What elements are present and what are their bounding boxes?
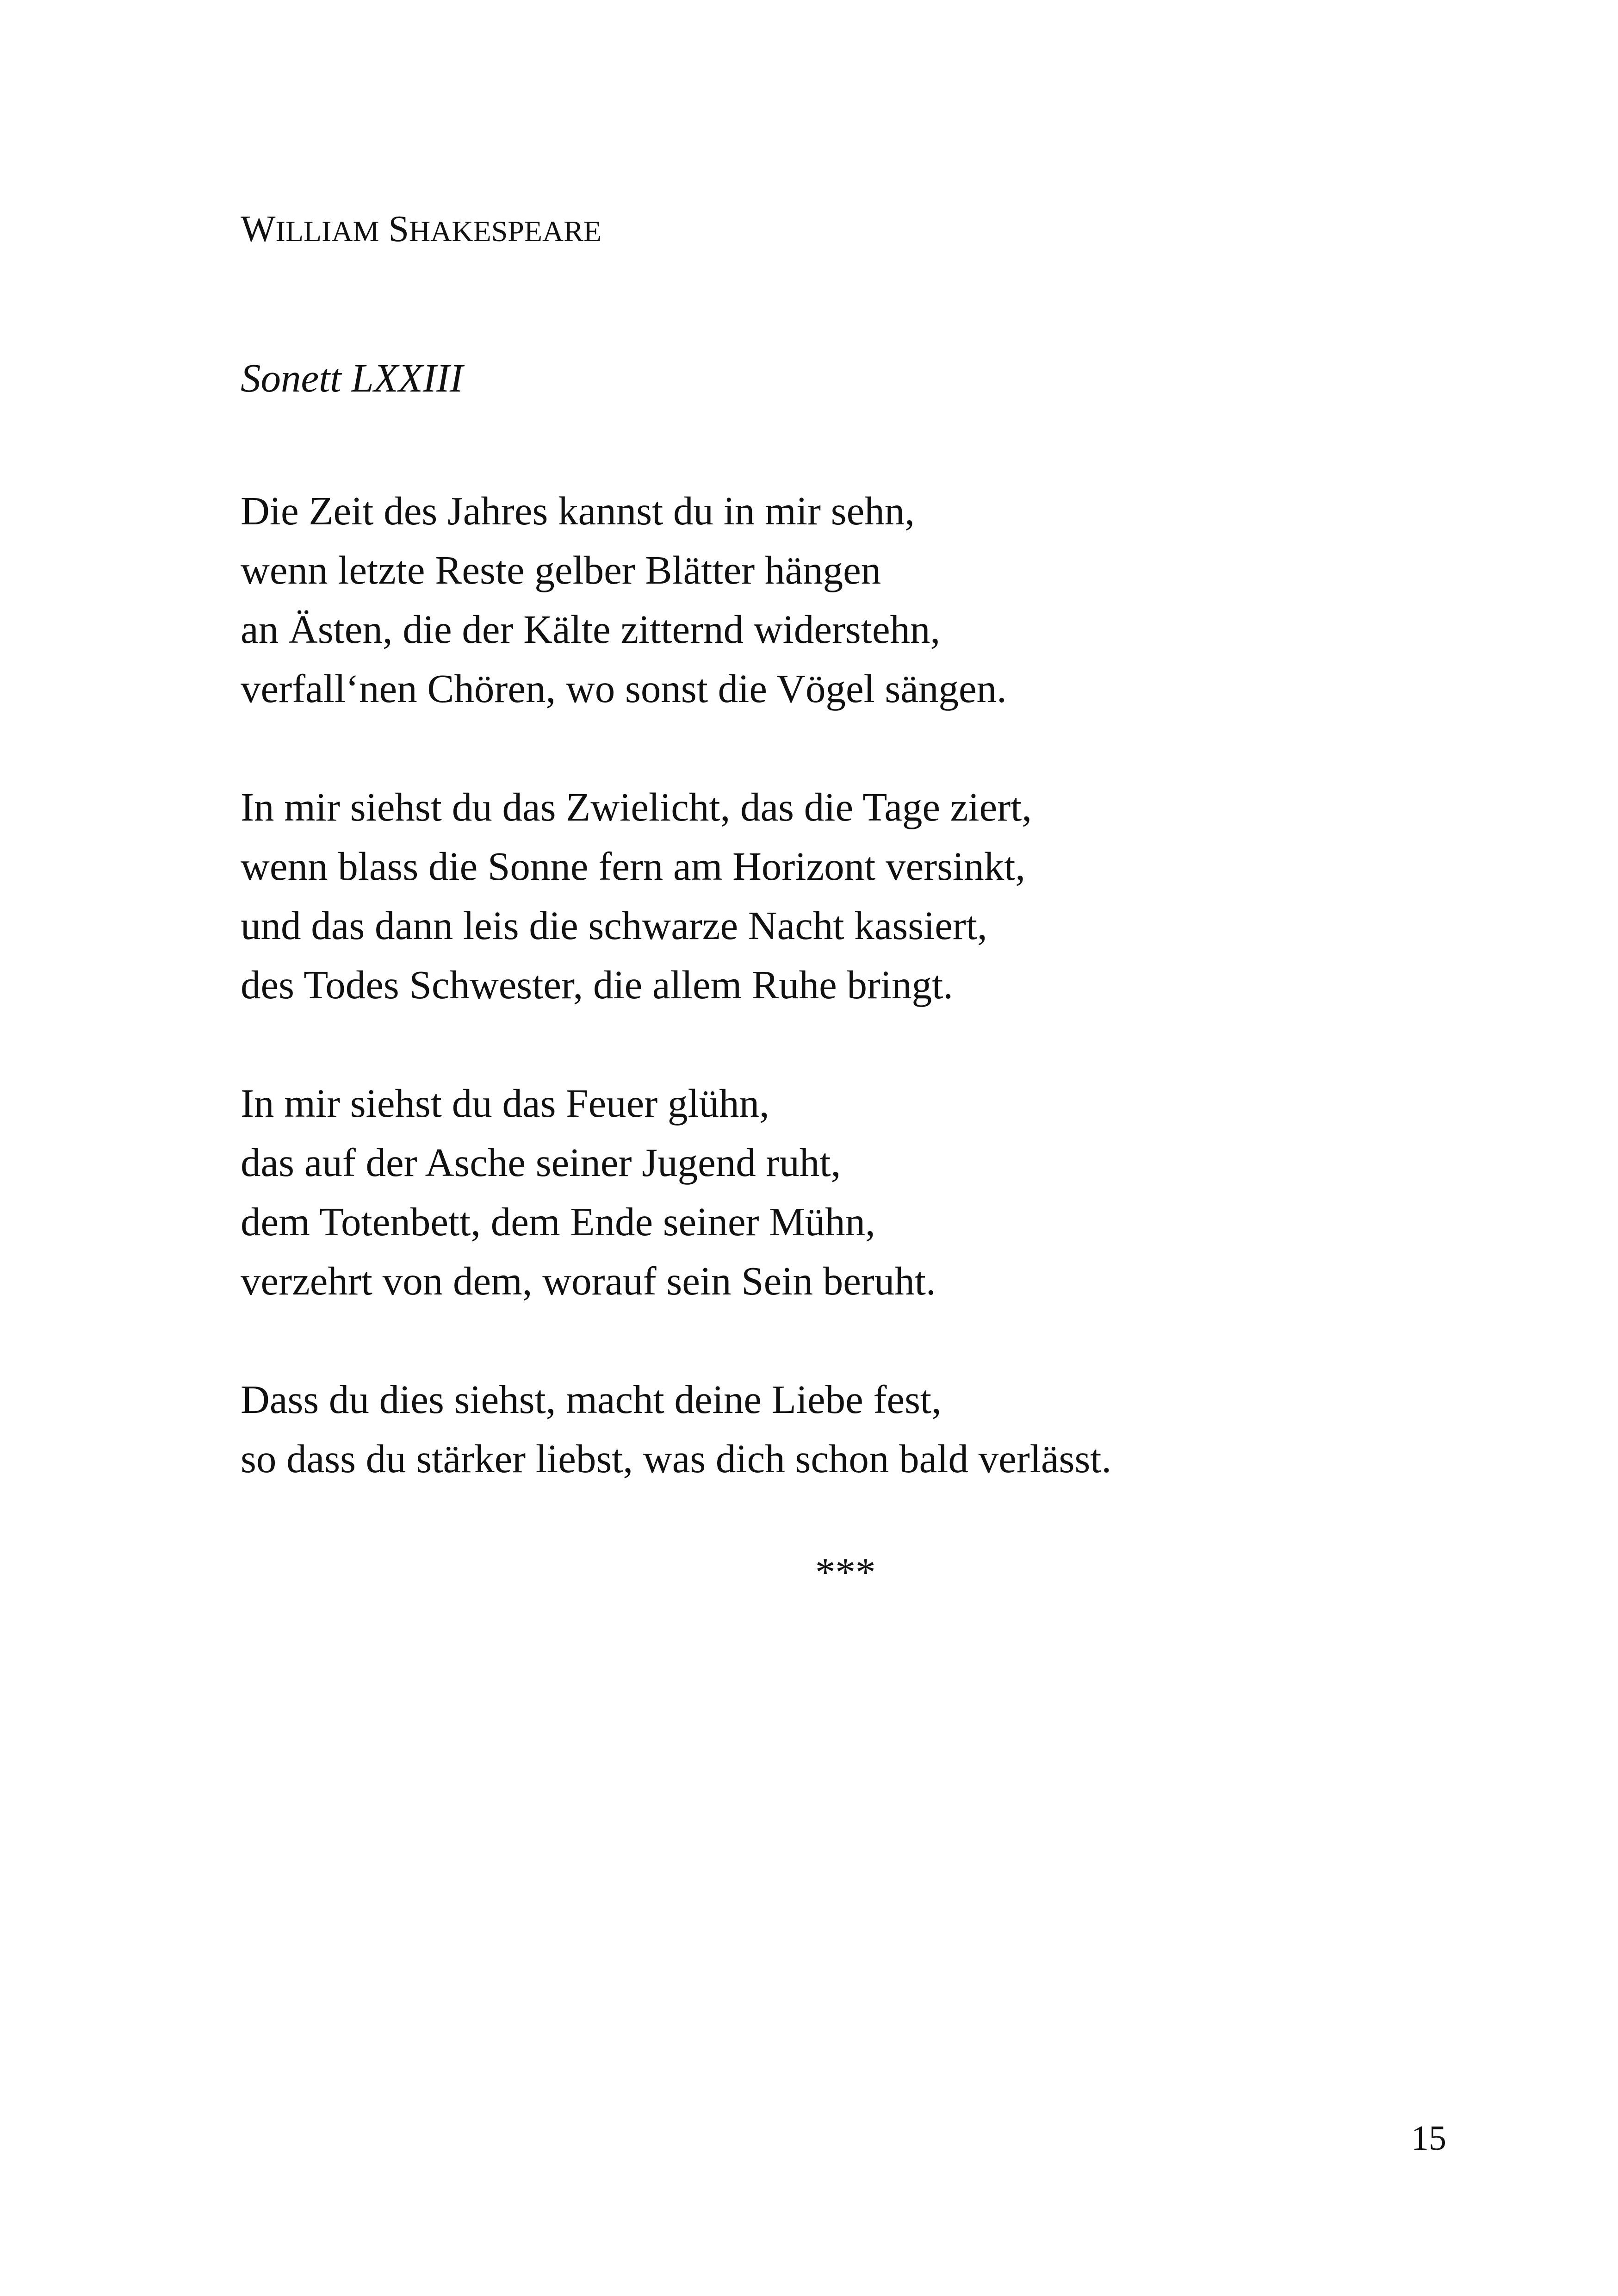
poem-line: das auf der Asche seiner Jugend ruht, <box>241 1140 841 1185</box>
author-first-rest: ILLIAM <box>275 215 379 248</box>
poem-line: wenn blass die Sonne fern am Horizont versinkt, <box>241 844 1026 889</box>
poem-line: In mir siehst du das Zwielicht, das die Tage ziert, <box>241 784 1032 829</box>
poem-body <box>241 481 1536 1548</box>
poem-line: so dass du stärker liebst, was dich schon bald verlässt. <box>241 1436 1112 1481</box>
section-break-ornament: *** <box>815 1549 876 1594</box>
poem-line: In mir siehst du das Feuer glühn, <box>241 1081 769 1126</box>
poem-line: des Todes Schwester, die allem Ruhe bringt. <box>241 962 954 1007</box>
page-number: 15 <box>1411 2119 1446 2158</box>
poem-line: dem Totenbett, dem Ende seiner Mühn, <box>241 1199 875 1244</box>
author-name <box>241 204 601 257</box>
poem-line: und das dann leis die schwarze Nacht kassiert, <box>241 903 987 948</box>
author-last-rest: HAKESPEARE <box>409 215 601 248</box>
stanza-4 <box>241 1370 1536 1488</box>
poem-title: Sonett LXXIII <box>241 355 463 400</box>
poem-line: Die Zeit des Jahres kannst du in mir sehn, <box>241 488 915 533</box>
stanza-2 <box>241 778 1536 1014</box>
poem-line: verfall‘nen Chören, wo sonst die Vögel sängen. <box>241 666 1007 711</box>
author-last-initial: S <box>388 209 409 249</box>
author-first-initial: W <box>241 209 276 249</box>
poem-line: wenn letzte Reste gelber Blätter hängen <box>241 548 881 592</box>
poem-line: Dass du dies siehst, macht deine Liebe fest, <box>241 1377 942 1422</box>
poem-line: verzehrt von dem, worauf sein Sein beruht. <box>241 1258 936 1303</box>
stanza-3 <box>241 1074 1536 1311</box>
poem-line: an Ästen, die der Kälte zitternd widerstehn, <box>241 607 941 652</box>
stanza-1 <box>241 481 1536 718</box>
